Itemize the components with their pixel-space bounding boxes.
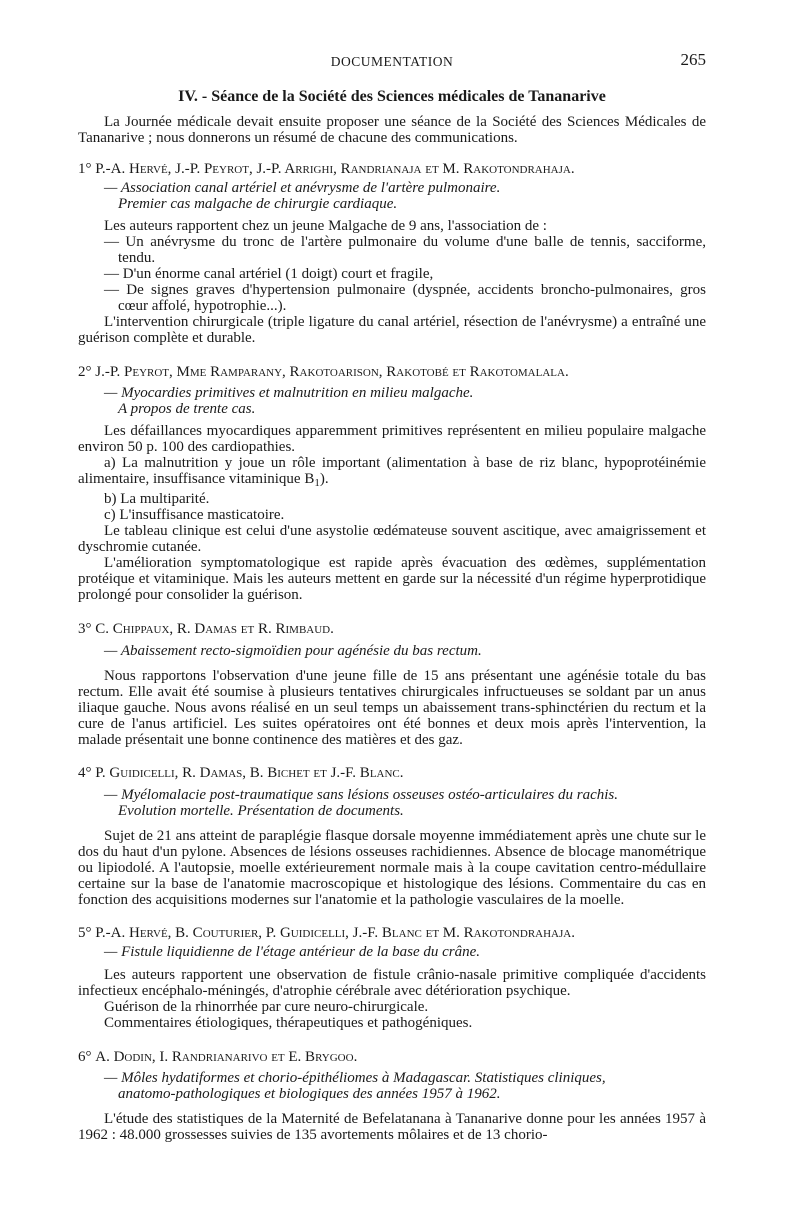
text-run: ).	[319, 471, 329, 487]
entry-number: 2°	[78, 364, 92, 380]
communication-3	[78, 621, 706, 748]
paragraph: Nous rapportons l'observation d'une jeune fille de 15 ans présentant une agénésie totale du bas rectum. Elle avait été soumise à plusieurs tentatives chirurgicales infructueuses se soldant par un anus iliaque gauche. Nous avons réalisé en un seul temps un abaissement trans-sphinctérien du rectum et la cure de l'anus artificiel. Les suites opératoires ont été bonnes et deux mois après l'intervention, la malade présentait une bonne continence des matières et des gaz.	[78, 668, 706, 748]
paragraph: L'étude des statistiques de la Maternité de Befelatanana à Tananarive donne pour les années 1957 à 1962 : 48.000 grossesses suivies de 135 avortements môlaires et de 13 chorio-	[78, 1111, 706, 1143]
paragraph: Les auteurs rapportent une observation de fistule crânio-nasale primitive compliquée d'accidents infectieux encéphalo-méningés, d'atrophie cérébrale avec détérioration psychique.	[78, 967, 706, 999]
entry-number: 5°	[78, 925, 92, 941]
communication-6	[78, 1049, 706, 1143]
dash-item: — De signes graves d'hypertension pulmonaire (dyspnée, accidents broncho-pulmonaires, gros cœur affolé, hypotrophie...).	[104, 282, 706, 314]
entry-title-line: A propos de trente cas.	[118, 401, 256, 417]
entry-author-list: C. Chippaux, R. Damas et R. Rimbaud.	[95, 621, 334, 637]
page-number: 265	[680, 50, 706, 69]
running-title: DOCUMENTATION	[330, 54, 454, 69]
entry-title-line: Premier cas malgache de chirurgie cardiaque.	[118, 196, 398, 212]
communication-5	[78, 925, 706, 1031]
entry-title-line: — Association canal artériel et anévrysme de l'artère pulmonaire.	[104, 180, 501, 196]
entry-authors	[78, 161, 706, 177]
running-head	[78, 48, 706, 74]
communication-4	[78, 765, 706, 908]
entry-title	[104, 180, 706, 212]
entry-title	[104, 1070, 706, 1102]
entry-title-line: — Myélomalacie post-traumatique sans lésions osseuses ostéo-articulaires du rachis.	[104, 787, 618, 803]
entry-title-line: — Fistule liquidienne de l'étage antérieur de la base du crâne.	[104, 944, 481, 960]
entry-title	[104, 385, 706, 417]
intro-paragraph: La Journée médicale devait ensuite proposer une séance de la Société des Sciences Médicales de Tananarive ; nous donnerons un résumé de chacune des communications.	[78, 114, 706, 146]
communication-2	[78, 364, 706, 603]
paragraph: Le tableau clinique est celui d'une asystolie œdémateuse souvent ascitique, avec amaigrissement et dyschromie cutanée.	[78, 523, 706, 555]
entry-title-line: — Môles hydatiformes et chorio-épithéliomes à Madagascar. Statistiques cliniques,	[104, 1070, 606, 1086]
communication-1	[78, 161, 706, 346]
entry-authors	[78, 925, 706, 941]
entry-number: 3°	[78, 621, 92, 637]
entry-title	[104, 787, 706, 819]
entry-author-list: A. Dodin, I. Randrianarivo et E. Brygoo.	[95, 1049, 358, 1065]
entry-author-list: P. Guidicelli, R. Damas, B. Bichet et J.-F. Blanc.	[95, 765, 404, 781]
entry-author-list: J.-P. Peyrot, Mme Ramparany, Rakotoarison, Rakotobé et Rakotomalala.	[95, 364, 569, 380]
entry-title-line: — Myocardies primitives et malnutrition en milieu malgache.	[104, 385, 474, 401]
paragraph: Guérison de la rhinorrhée par cure neuro-chirurgicale.	[104, 999, 429, 1015]
paragraph: b) La multiparité.	[104, 491, 210, 507]
entry-author-list: P.-A. Hervé, J.-P. Peyrot, J.-P. Arrighi, Randrianaja et M. Rakotondrahaja.	[95, 161, 575, 177]
entry-authors	[78, 364, 706, 380]
dash-item: — D'un énorme canal artériel (1 doigt) court et fragile,	[104, 266, 434, 282]
entry-title	[104, 643, 706, 659]
section-title: IV. - Séance de la Société des Sciences médicales de Tananarive	[178, 88, 606, 105]
paragraph: Les défaillances myocardiques apparemment primitives représentent en milieu populaire malgache environ 50 p. 100 des cardiopathies.	[78, 423, 706, 455]
entry-number: 6°	[78, 1049, 92, 1065]
entry-title-line: — Abaissement recto-sigmoïdien pour agénésie du bas rectum.	[104, 643, 482, 659]
paragraph: L'intervention chirurgicale (triple ligature du canal artériel, résection de l'anévrysme) a entraîné une guérison complète et durable.	[78, 314, 706, 346]
entry-author-list: P.-A. Hervé, B. Couturier, P. Guidicelli, J.-F. Blanc et M. Rakotondrahaja.	[95, 925, 575, 941]
subscript: 1	[314, 477, 320, 489]
entry-number: 1°	[78, 161, 92, 177]
paragraph: c) L'insuffisance masticatoire.	[104, 507, 285, 523]
paragraph: Commentaires étiologiques, thérapeutiques et pathogéniques.	[104, 1015, 473, 1031]
text-run: a) La malnutrition y joue un rôle important (alimentation à base de riz blanc, hypoprotéinémie alimentaire, insuffisance vitaminique B	[78, 455, 706, 487]
page	[78, 48, 706, 1143]
paragraph: Les auteurs rapportent chez un jeune Malgache de 9 ans, l'association de :	[104, 218, 547, 234]
entry-authors	[78, 765, 706, 781]
entry-title-line: Evolution mortelle. Présentation de documents.	[118, 803, 404, 819]
entry-number: 4°	[78, 765, 92, 781]
dash-item: — Un anévrysme du tronc de l'artère pulmonaire du volume d'une balle de tennis, sacciforme, tendu.	[104, 234, 706, 266]
paragraph: Sujet de 21 ans atteint de paraplégie flasque dorsale moyenne immédiatement après une chute sur le dos du haut d'un pylone. Absences de lésions osseuses rachidiennes. Absence de blocage manométrique ou lipiodolé. A l'autopsie, moelle extérieurement normale mais à la coupe cavitation centro-médullaire certaine sur la base de l'anatomie macroscopique et histologique des lésions. Commentaire du cas en fonction des acquisitions modernes sur l'anatomie et la pathologie vasculaires de la moelle.	[78, 828, 706, 908]
entry-authors	[78, 1049, 706, 1065]
entry-authors	[78, 621, 706, 637]
entry-title	[104, 944, 706, 960]
paragraph	[78, 455, 706, 491]
paragraph: L'amélioration symptomatologique est rapide après évacuation des œdèmes, supplémentation protéique et vitaminique. Mais les auteurs mettent en garde sur la nécessité d'un régime hyperprotidique prolongé pour consolider la guérison.	[78, 555, 706, 603]
entry-title-line: anatomo-pathologiques et biologiques des années 1957 à 1962.	[118, 1086, 501, 1102]
